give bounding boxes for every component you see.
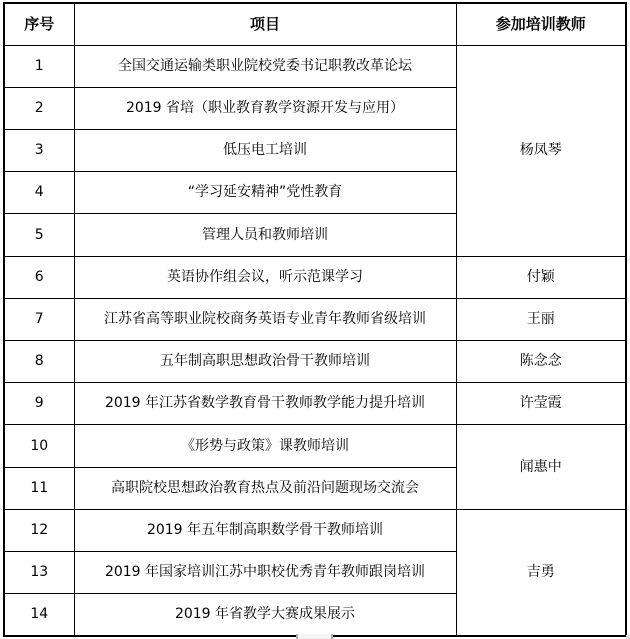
corner-artifact: [626, 635, 630, 639]
row-number-cell: 4: [4, 172, 74, 214]
table-row: [4, 45, 626, 87]
project-cell: 2019 年江苏省数学教育骨干教师教学能力提升培训: [74, 383, 456, 425]
table-row: [4, 341, 626, 383]
teacher-cell: 杨凤琴: [456, 45, 626, 256]
row-number-cell: 11: [4, 467, 74, 509]
project-cell: “学习延安精神”党性教育: [74, 172, 456, 214]
table-row: [4, 425, 626, 467]
table-row: [4, 509, 626, 551]
teacher-cell: 付颖: [456, 256, 626, 298]
project-cell: 《形势与政策》课教师培训: [74, 425, 456, 467]
project-cell: 江苏省高等职业院校商务英语专业青年教师省级培训: [74, 298, 456, 340]
row-number-cell: 12: [4, 509, 74, 551]
table-row: [4, 256, 626, 298]
row-number-cell: 1: [4, 45, 74, 87]
project-cell: 高职院校思想政治教育热点及前沿问题现场交流会: [74, 467, 456, 509]
row-number-cell: 5: [4, 214, 74, 256]
scrollbar-thumb-artifact[interactable]: [296, 634, 333, 639]
row-number-cell: 7: [4, 298, 74, 340]
row-number-cell: 8: [4, 341, 74, 383]
row-number-cell: 10: [4, 425, 74, 467]
teacher-cell: 吉勇: [456, 509, 626, 636]
teacher-cell: 王丽: [456, 298, 626, 340]
project-cell: 2019 省培（职业教育教学资源开发与应用）: [74, 87, 456, 129]
row-number-cell: 9: [4, 383, 74, 425]
training-table: [3, 2, 627, 637]
table-row: [4, 383, 626, 425]
teacher-cell: 许莹霞: [456, 383, 626, 425]
header-project: 项目: [74, 3, 456, 45]
project-cell: 2019 年省教学大赛成果展示: [74, 594, 456, 636]
row-number-cell: 6: [4, 256, 74, 298]
project-cell: 2019 年国家培训江苏中职校优秀青年教师跟岗培训: [74, 551, 456, 593]
project-cell: 2019 年五年制高职数学骨干教师培训: [74, 509, 456, 551]
project-cell: 管理人员和教师培训: [74, 214, 456, 256]
table-row: [4, 298, 626, 340]
row-number-cell: 3: [4, 130, 74, 172]
project-cell: 英语协作组会议，听示范课学习: [74, 256, 456, 298]
row-number-cell: 14: [4, 594, 74, 636]
header-row: [4, 3, 626, 45]
teacher-cell: 陈念念: [456, 341, 626, 383]
row-number-cell: 13: [4, 551, 74, 593]
project-cell: 五年制高职思想政治骨干教师培训: [74, 341, 456, 383]
project-cell: 低压电工培训: [74, 130, 456, 172]
row-number-cell: 2: [4, 87, 74, 129]
header-teacher: 参加培训教师: [456, 3, 626, 45]
project-cell: 全国交通运输类职业院校党委书记职教改革论坛: [74, 45, 456, 87]
header-no: 序号: [4, 3, 74, 45]
teacher-cell: 闻惠中: [456, 425, 626, 509]
